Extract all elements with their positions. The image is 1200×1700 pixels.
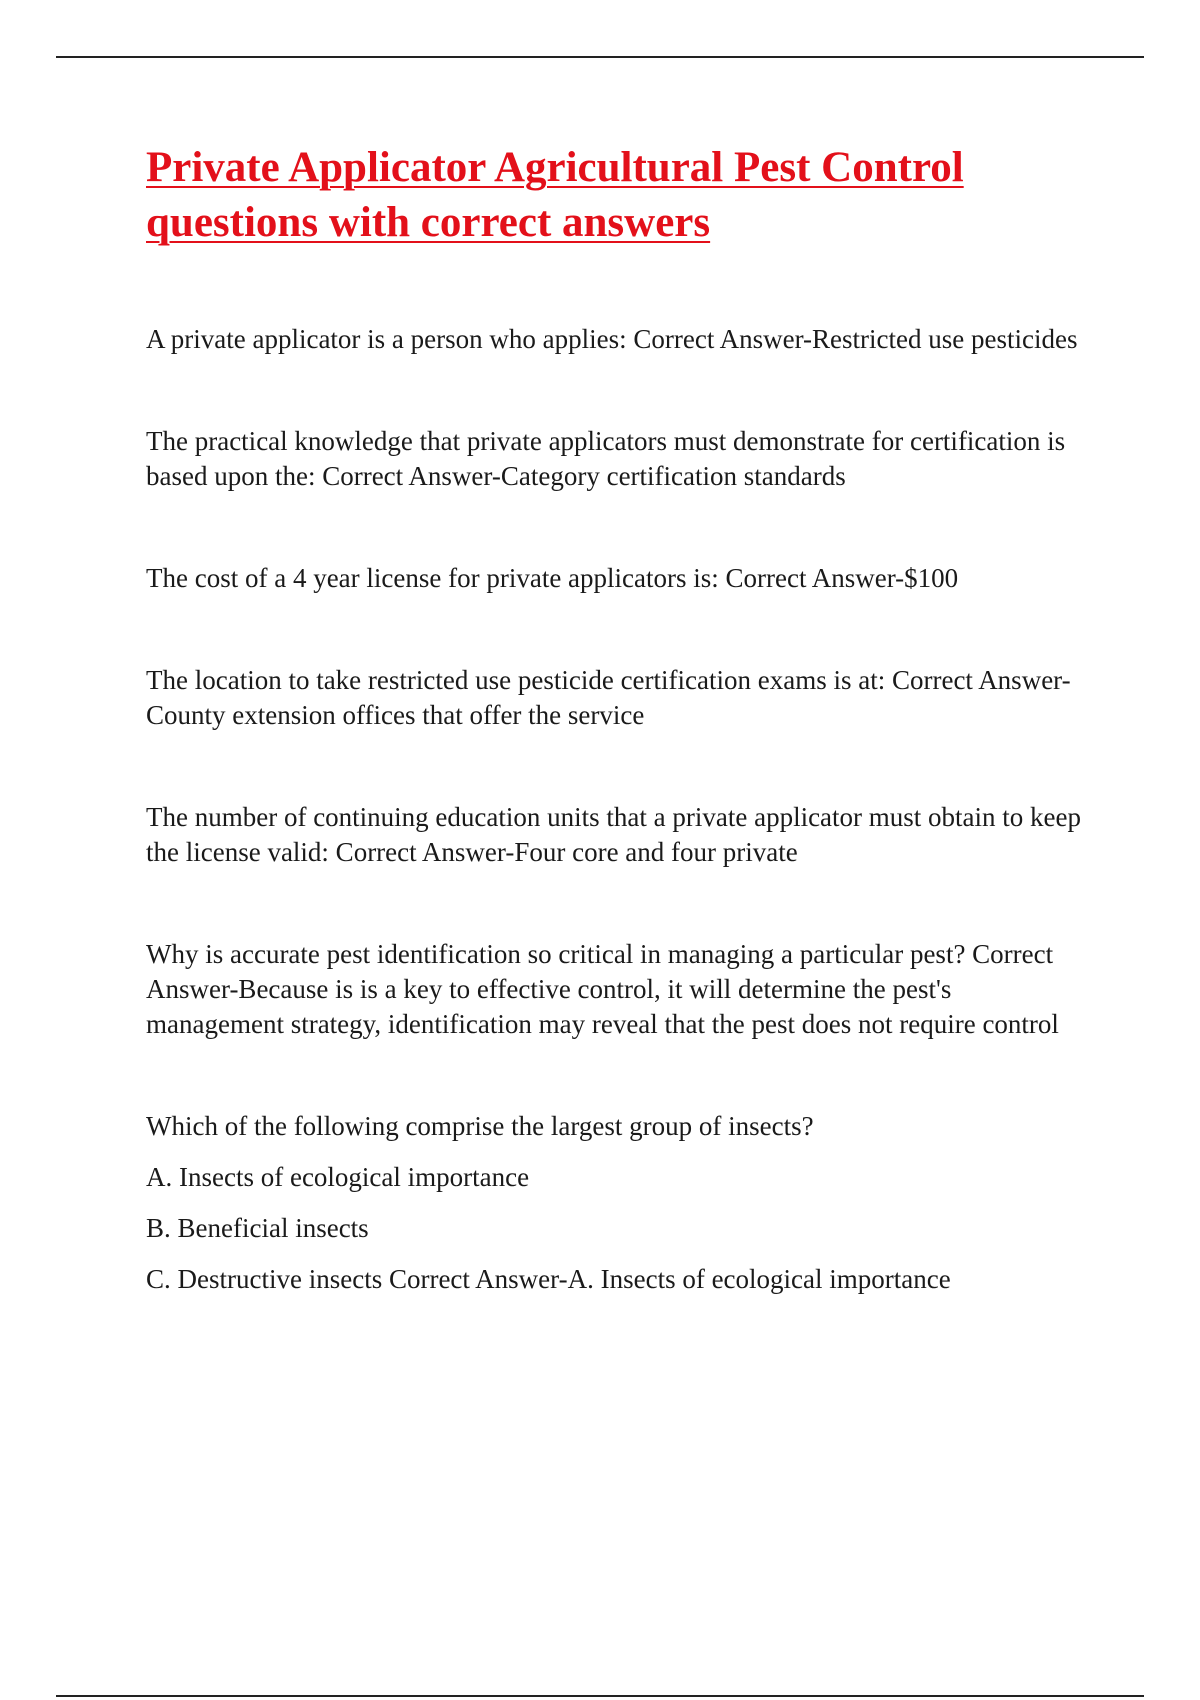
qa-item: The practical knowledge that private applicators must demonstrate for certification is based upon the: Correct Answer-Category certification standards xyxy=(146,426,1066,491)
document-title: Private Applicator Agricultural Pest Control questions with correct answers xyxy=(146,144,964,246)
qa-item: The location to take restricted use pesticide certification exams is at: Correct Answer-County extension offices that offer the service xyxy=(146,665,1071,730)
option-a: A. Insects of ecological importance xyxy=(146,1162,530,1192)
bottom-rule xyxy=(56,1695,1144,1697)
multiple-choice-question xyxy=(146,1109,1096,1297)
question-text: Which of the following comprise the largest group of insects? xyxy=(146,1111,814,1141)
qa-item: A private applicator is a person who applies: Correct Answer-Restricted use pesticides xyxy=(146,324,1078,354)
document-body xyxy=(146,140,1096,1313)
qa-item: The number of continuing education units that a private applicator must obtain to keep the license valid: Correct Answer-Four core and four private xyxy=(146,802,1081,867)
top-rule xyxy=(56,56,1144,58)
option-c: C. Destructive insects Correct Answer-A. Insects of ecological importance xyxy=(146,1264,951,1294)
qa-item: Why is accurate pest identification so critical in managing a particular pest? Correct Answer-Because is is a key to effective control, it will determine the pest's management strategy, identification may reveal that the pest does not require control xyxy=(146,939,1059,1039)
option-b: B. Beneficial insects xyxy=(146,1213,369,1243)
qa-item: The cost of a 4 year license for private applicators is: Correct Answer-$100 xyxy=(146,563,959,593)
